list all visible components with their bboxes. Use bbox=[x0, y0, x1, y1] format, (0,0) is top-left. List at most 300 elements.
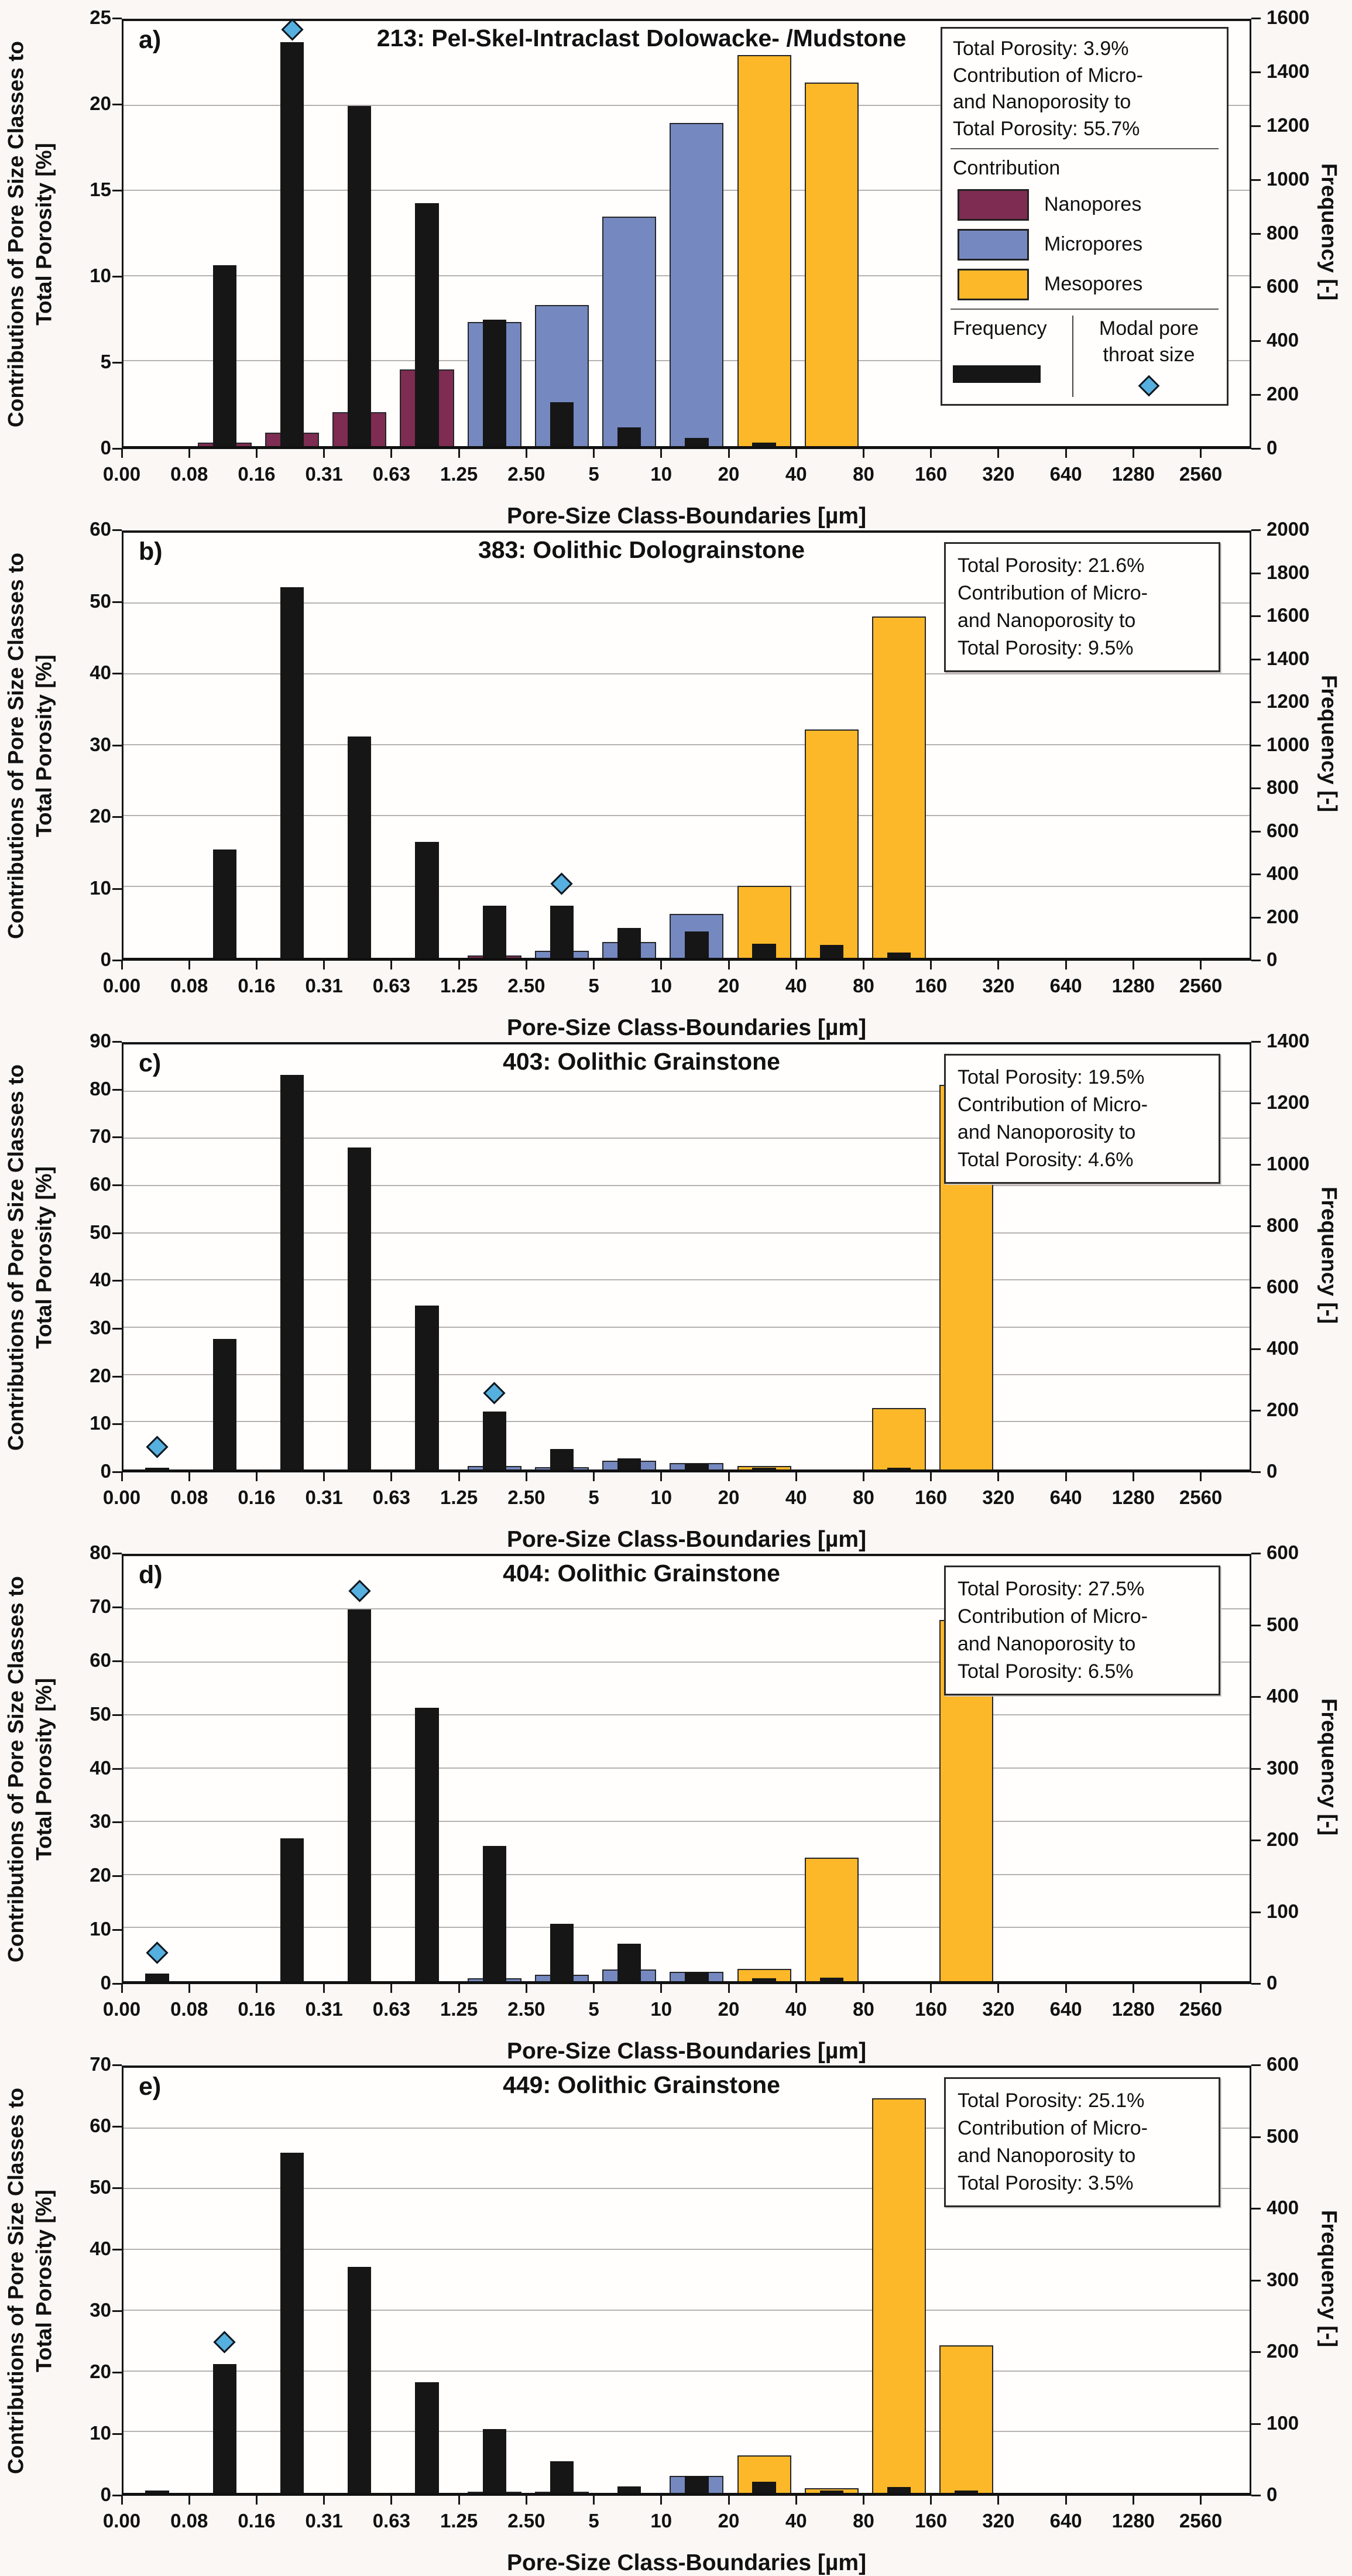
legend-frequency-modal-row bbox=[953, 316, 1216, 397]
y-axis-left-tick-label: 30 bbox=[90, 1810, 111, 1832]
frequency-bar bbox=[415, 1306, 438, 1469]
frequency-bar bbox=[685, 931, 708, 958]
right-axis-title: Frequency [-] bbox=[1317, 163, 1341, 301]
y-axis-left-tick-label: 25 bbox=[90, 6, 111, 28]
panel-letter: c) bbox=[139, 1049, 162, 1077]
y-axis-right-tick-label: 500 bbox=[1267, 2125, 1299, 2147]
x-axis-tick-label: 5 bbox=[588, 2510, 599, 2532]
info-line: Total Porosity: 3.5% bbox=[958, 2171, 1134, 2194]
modal-pore-throat-marker bbox=[483, 1382, 506, 1404]
y-axis-left-tick-label: 0 bbox=[100, 437, 111, 458]
y-axis-left-tick-label: 40 bbox=[90, 2238, 111, 2259]
tick-mark bbox=[660, 1472, 662, 1481]
tick-mark bbox=[997, 449, 999, 458]
tick-mark bbox=[188, 449, 190, 458]
tick-mark bbox=[458, 1472, 460, 1481]
frequency-bar bbox=[752, 944, 775, 958]
tick-mark bbox=[660, 961, 662, 970]
x-axis-tick-label: 0.00 bbox=[102, 2510, 141, 2532]
tick-mark bbox=[112, 18, 122, 19]
tick-mark bbox=[1200, 1472, 1202, 1481]
frequency-bar bbox=[348, 737, 371, 958]
y-axis-left-tick-label: 0 bbox=[100, 1972, 111, 1993]
y-axis-right-tick-label: 300 bbox=[1267, 1756, 1299, 1779]
y-axis-right-tick-label: 400 bbox=[1267, 329, 1299, 351]
tick-mark bbox=[112, 1232, 122, 1234]
y-axis-right-tick-label: 1000 bbox=[1267, 167, 1310, 190]
y-axis-left-tick-label: 40 bbox=[90, 662, 111, 683]
divider bbox=[950, 148, 1219, 149]
y-axis-right-tick-label: 1200 bbox=[1267, 114, 1310, 136]
tick-mark bbox=[1251, 2136, 1261, 2138]
x-axis-tick-label: 2560 bbox=[1179, 1486, 1223, 1508]
tick-mark bbox=[390, 2496, 392, 2505]
x-axis-tick-label: 80 bbox=[853, 975, 874, 996]
x-axis-tick-label: 0.63 bbox=[372, 1486, 410, 1508]
info-line: Total Porosity: 9.5% bbox=[958, 636, 1134, 659]
y-axis-left-tick-label: 30 bbox=[90, 2299, 111, 2321]
tick-mark bbox=[1251, 2280, 1261, 2282]
tick-mark bbox=[112, 601, 122, 603]
info-line: Contribution of Micro- bbox=[958, 581, 1148, 604]
info-line: and Nanoporosity to bbox=[958, 609, 1136, 632]
frequency-bar bbox=[280, 1838, 304, 1981]
tick-mark bbox=[1200, 449, 1202, 458]
tick-mark bbox=[1251, 1625, 1261, 1626]
tick-mark bbox=[112, 276, 122, 278]
tick-mark bbox=[112, 2433, 122, 2435]
contribution-bar bbox=[805, 1858, 859, 1981]
y-axis-left-tick-label: 50 bbox=[90, 1703, 111, 1725]
x-axis-tick-label: 2560 bbox=[1179, 463, 1223, 485]
frequency-bar bbox=[280, 2153, 304, 2493]
info-box bbox=[944, 542, 1220, 672]
x-axis-tick-label: 1.25 bbox=[440, 1998, 478, 2020]
y-axis-left-tick-label: 90 bbox=[90, 1030, 111, 1051]
y-axis-left-tick-label: 30 bbox=[90, 733, 111, 755]
contribution-bar bbox=[602, 217, 656, 446]
tick-mark bbox=[112, 2372, 122, 2373]
frequency-bar bbox=[483, 320, 506, 446]
frequency-bar bbox=[280, 42, 304, 446]
tick-mark bbox=[188, 1472, 190, 1481]
y-axis-right-tick-label: 600 bbox=[1267, 1276, 1299, 1297]
tick-mark bbox=[930, 1472, 932, 1481]
legend-modal-label-line2: throat size bbox=[1103, 344, 1195, 366]
frequency-bar bbox=[213, 2364, 236, 2493]
x-axis-tick-label: 0.16 bbox=[238, 1486, 276, 1508]
x-axis-tick-label: 10 bbox=[650, 2510, 672, 2532]
x-axis-tick-label: 640 bbox=[1049, 1998, 1082, 2020]
frequency-bar bbox=[617, 2486, 641, 2493]
frequency-bar bbox=[415, 203, 438, 446]
tick-mark bbox=[526, 961, 527, 970]
x-axis-tick-label: 2.50 bbox=[507, 2510, 545, 2532]
tick-mark bbox=[863, 1984, 864, 1993]
tick-mark bbox=[1133, 1984, 1134, 1993]
contribution-bar bbox=[670, 123, 723, 446]
tick-mark bbox=[121, 2496, 123, 2505]
y-axis-right-tick-label: 100 bbox=[1267, 2411, 1299, 2434]
y-axis-right-tick-label: 200 bbox=[1267, 1828, 1299, 1850]
tick-mark bbox=[1251, 179, 1261, 181]
x-axis-tick-label: 1.25 bbox=[440, 975, 478, 996]
y-axis-right-tick-label: 300 bbox=[1267, 2268, 1299, 2290]
x-axis-tick-label: 10 bbox=[650, 1998, 672, 2020]
tick-mark bbox=[930, 961, 932, 970]
tick-mark bbox=[593, 2496, 595, 2505]
info-line: Total Porosity: 19.5% bbox=[958, 1066, 1145, 1088]
tick-mark bbox=[112, 1821, 122, 1823]
y-axis-right-tick-label: 800 bbox=[1267, 221, 1299, 244]
tick-mark bbox=[1251, 2351, 1261, 2353]
x-axis-tick-label: 160 bbox=[915, 2510, 948, 2532]
frequency-bar bbox=[483, 1412, 506, 1469]
x-axis-tick-label: 640 bbox=[1049, 463, 1082, 485]
x-axis-tick-label: 20 bbox=[718, 2510, 740, 2532]
x-axis-tick-label: 2.50 bbox=[507, 975, 545, 996]
tick-mark bbox=[390, 1472, 392, 1481]
tick-mark bbox=[1251, 1983, 1261, 1985]
frequency-bar bbox=[820, 1978, 843, 1981]
micropores-swatch-icon bbox=[958, 229, 1029, 261]
y-axis-right-tick-label: 500 bbox=[1267, 1613, 1299, 1635]
tick-mark bbox=[121, 1984, 123, 1993]
x-axis-tick-label: 160 bbox=[915, 463, 948, 485]
tick-mark bbox=[188, 961, 190, 970]
y-axis-left-tick-label: 30 bbox=[90, 1317, 111, 1338]
left-axis-title-line2: Total Porosity [%] bbox=[32, 143, 56, 326]
y-axis-left-tick-label: 70 bbox=[90, 1595, 111, 1617]
left-axis-title-line1: Contributions of Pore Size Classes to bbox=[4, 2088, 28, 2474]
y-axis-right-tick-label: 2000 bbox=[1267, 518, 1310, 540]
tick-mark bbox=[112, 888, 122, 890]
tick-mark bbox=[1251, 1348, 1261, 1350]
tick-mark bbox=[112, 1875, 122, 1877]
frequency-bar bbox=[483, 2429, 506, 2493]
left-axis-title bbox=[2, 1043, 63, 1473]
x-axis-title: Pore-Size Class-Boundaries [µm] bbox=[506, 503, 867, 529]
y-axis-left-tick-label: 5 bbox=[100, 351, 111, 372]
contribution-bar bbox=[872, 1408, 926, 1469]
x-axis-tick-label: 0.16 bbox=[238, 1998, 276, 2020]
plot-area-a bbox=[122, 19, 1251, 449]
frequency-bar bbox=[213, 265, 236, 446]
tick-mark bbox=[1251, 286, 1261, 288]
tick-mark bbox=[112, 190, 122, 191]
y-axis-right-tick-label: 1200 bbox=[1267, 1091, 1310, 1113]
x-axis-tick-label: 0.00 bbox=[102, 1998, 141, 2020]
tick-mark bbox=[256, 449, 258, 458]
frequency-bar bbox=[280, 587, 304, 958]
tick-mark bbox=[1251, 1287, 1261, 1289]
y-axis-right-tick-label: 1400 bbox=[1267, 647, 1310, 669]
tick-mark bbox=[593, 961, 595, 970]
tick-mark bbox=[112, 104, 122, 105]
x-axis-tick-label: 40 bbox=[785, 975, 807, 996]
gridline bbox=[123, 1767, 1250, 1769]
tick-mark bbox=[458, 961, 460, 970]
x-axis-tick-label: 640 bbox=[1049, 975, 1082, 996]
frequency-bar bbox=[550, 1924, 574, 1981]
y-axis-right-tick-label: 800 bbox=[1267, 1214, 1299, 1236]
x-axis-tick-label: 640 bbox=[1049, 1486, 1082, 1508]
y-axis-left-tick-label: 10 bbox=[90, 1412, 111, 1434]
frequency-bar bbox=[415, 842, 438, 958]
panel-c bbox=[0, 1023, 1352, 1552]
frequency-bar bbox=[685, 1464, 708, 1469]
tick-mark bbox=[1251, 1410, 1261, 1412]
tick-mark bbox=[188, 2496, 190, 2505]
frequency-bar bbox=[685, 2476, 708, 2493]
tick-mark bbox=[526, 2496, 527, 2505]
y-axis-right-tick-label: 1800 bbox=[1267, 561, 1310, 583]
frequency-swatch-icon bbox=[953, 365, 1041, 383]
x-axis-tick-label: 0.16 bbox=[238, 975, 276, 996]
frequency-bar bbox=[213, 849, 236, 958]
x-axis-tick-label: 40 bbox=[785, 1486, 807, 1508]
info-line: and Nanoporosity to bbox=[958, 2144, 1136, 2167]
tick-mark bbox=[660, 449, 662, 458]
tick-mark bbox=[728, 961, 730, 970]
x-axis-tick-label: 0.00 bbox=[102, 975, 141, 996]
panel-title: 383: Oolithic Dolograinstone bbox=[478, 536, 805, 563]
frequency-bar bbox=[550, 2461, 574, 2493]
panel-b bbox=[0, 512, 1352, 1040]
panel-letter: b) bbox=[139, 537, 163, 566]
x-axis-title: Pore-Size Class-Boundaries [µm] bbox=[506, 1527, 867, 1552]
tick-mark bbox=[1251, 701, 1261, 703]
panel-title: 403: Oolithic Grainstone bbox=[503, 1048, 780, 1075]
x-axis-tick-label: 0.31 bbox=[305, 1998, 343, 2020]
y-axis-left-tick-label: 70 bbox=[90, 1125, 111, 1147]
x-axis-tick-label: 640 bbox=[1049, 2510, 1082, 2532]
tick-mark bbox=[112, 1423, 122, 1425]
panel-title: 449: Oolithic Grainstone bbox=[503, 2071, 780, 2098]
y-axis-left-tick-label: 80 bbox=[90, 1077, 111, 1099]
info-line: Total Porosity: 4.6% bbox=[958, 1148, 1134, 1171]
tick-mark bbox=[112, 1714, 122, 1716]
y-axis-left-tick-label: 10 bbox=[90, 1918, 111, 1940]
tick-mark bbox=[1133, 449, 1134, 458]
info-box bbox=[944, 1054, 1220, 1184]
left-axis-title-line2: Total Porosity [%] bbox=[32, 2190, 56, 2372]
x-axis-tick-label: 0.08 bbox=[170, 1998, 208, 2020]
info-line: Contribution of Micro- bbox=[953, 64, 1144, 87]
x-axis-tick-label: 0.31 bbox=[305, 463, 343, 485]
x-axis-tick-label: 320 bbox=[982, 975, 1015, 996]
y-axis-left-tick-label: 60 bbox=[90, 518, 111, 540]
tick-mark bbox=[188, 1984, 190, 1993]
info-line: Total Porosity: 55.7% bbox=[953, 117, 1140, 140]
tick-mark bbox=[1251, 233, 1261, 235]
x-axis-tick-label: 40 bbox=[785, 2510, 807, 2532]
frequency-bar bbox=[348, 1609, 371, 1981]
frequency-bar bbox=[685, 438, 708, 446]
tick-mark bbox=[728, 449, 730, 458]
y-axis-left-tick-label: 0 bbox=[100, 948, 111, 970]
tick-mark bbox=[121, 961, 123, 970]
legend-item-label: Micropores bbox=[1044, 232, 1143, 255]
legend-item-micropores bbox=[958, 229, 1216, 261]
legend-frequency-label: Frequency bbox=[953, 317, 1047, 340]
frequency-bar bbox=[617, 1944, 641, 1981]
tick-mark bbox=[1251, 18, 1261, 19]
tick-mark bbox=[256, 1984, 258, 1993]
legend-item-label: Nanopores bbox=[1044, 193, 1142, 215]
left-axis-title bbox=[2, 19, 63, 450]
left-axis-title-line1: Contributions of Pore Size Classes to bbox=[4, 1064, 28, 1451]
y-axis-right-tick-label: 200 bbox=[1267, 383, 1299, 405]
left-axis-title-line2: Total Porosity [%] bbox=[32, 1166, 56, 1349]
tick-mark bbox=[1251, 917, 1261, 919]
frequency-bar bbox=[550, 402, 574, 446]
y-axis-right-tick-label: 1400 bbox=[1267, 60, 1310, 82]
x-axis-tick-label: 2560 bbox=[1179, 975, 1223, 996]
tick-mark bbox=[390, 1984, 392, 1993]
tick-mark bbox=[112, 1376, 122, 1378]
x-axis-tick-label: 20 bbox=[718, 463, 740, 485]
info-line: Total Porosity: 6.5% bbox=[958, 1660, 1134, 1683]
y-axis-right-tick-label: 600 bbox=[1267, 1542, 1299, 1563]
tick-mark bbox=[1065, 2496, 1067, 2505]
frequency-bar bbox=[752, 2482, 775, 2493]
x-axis-tick-label: 0.63 bbox=[372, 2510, 410, 2532]
tick-mark bbox=[112, 2064, 122, 2066]
tick-mark bbox=[728, 1984, 730, 1993]
tick-mark bbox=[863, 961, 864, 970]
x-axis-tick-label: 1.25 bbox=[440, 1486, 478, 1508]
left-axis-title-line1: Contributions of Pore Size Classes to bbox=[4, 41, 28, 427]
tick-mark bbox=[1251, 745, 1261, 746]
frequency-bar bbox=[752, 1468, 775, 1469]
x-axis-tick-label: 0.08 bbox=[170, 1486, 208, 1508]
frequency-bar bbox=[820, 2491, 843, 2493]
tick-mark bbox=[1200, 1984, 1202, 1993]
tick-mark bbox=[112, 1553, 122, 1554]
frequency-bar bbox=[415, 1708, 438, 1981]
y-axis-left-tick-label: 10 bbox=[90, 2422, 111, 2444]
tick-mark bbox=[1251, 831, 1261, 833]
tick-mark bbox=[526, 1984, 527, 1993]
tick-mark bbox=[458, 449, 460, 458]
tick-mark bbox=[1251, 960, 1261, 961]
x-axis-tick-label: 80 bbox=[853, 2510, 874, 2532]
frequency-bar bbox=[617, 928, 641, 958]
plot-area-d bbox=[122, 1554, 1251, 1984]
modal-pore-throat-marker bbox=[146, 1436, 169, 1458]
frequency-bar bbox=[280, 1075, 304, 1469]
tick-mark bbox=[660, 1984, 662, 1993]
tick-mark bbox=[1251, 1768, 1261, 1770]
divider bbox=[950, 309, 1219, 310]
left-axis-title-line2: Total Porosity [%] bbox=[32, 655, 56, 837]
info-line: and Nanoporosity to bbox=[958, 1121, 1136, 1143]
legend-modal-label-line1: Modal pore bbox=[1099, 317, 1199, 340]
x-axis-tick-label: 0.08 bbox=[170, 2510, 208, 2532]
tick-mark bbox=[112, 1089, 122, 1091]
nanopores-swatch-icon bbox=[958, 189, 1029, 221]
x-axis-tick-label: 20 bbox=[718, 1998, 740, 2020]
tick-mark bbox=[1251, 71, 1261, 73]
y-axis-left-tick-label: 80 bbox=[90, 1542, 111, 1563]
y-axis-left-tick-label: 10 bbox=[90, 876, 111, 899]
tick-mark bbox=[795, 1472, 797, 1481]
x-axis-tick-label: 80 bbox=[853, 463, 874, 485]
frequency-bar bbox=[348, 2267, 371, 2493]
frequency-bar bbox=[348, 1147, 371, 1469]
x-axis-tick-label: 1.25 bbox=[440, 463, 478, 485]
y-axis-left-tick-label: 50 bbox=[90, 2176, 111, 2198]
x-axis-title: Pore-Size Class-Boundaries [µm] bbox=[506, 2039, 867, 2064]
tick-mark bbox=[112, 2126, 122, 2128]
y-axis-right-tick-label: 100 bbox=[1267, 1900, 1299, 1922]
tick-mark bbox=[1251, 2064, 1261, 2066]
tick-mark bbox=[1133, 961, 1134, 970]
contribution-bar bbox=[737, 55, 791, 446]
x-axis-title: Pore-Size Class-Boundaries [µm] bbox=[506, 2550, 867, 2575]
frequency-bar bbox=[887, 1468, 911, 1469]
tick-mark bbox=[323, 2496, 325, 2505]
tick-mark bbox=[863, 449, 864, 458]
info-line: Total Porosity: 25.1% bbox=[958, 2089, 1145, 2112]
x-axis-tick-label: 160 bbox=[915, 1486, 948, 1508]
x-axis-tick-label: 2.50 bbox=[507, 1486, 545, 1508]
y-axis-right-tick-label: 200 bbox=[1267, 1399, 1299, 1420]
tick-mark bbox=[930, 1984, 932, 1993]
legend-item-nanopores bbox=[958, 189, 1216, 221]
tick-mark bbox=[112, 2187, 122, 2189]
frequency-bar bbox=[145, 1468, 169, 1469]
tick-mark bbox=[323, 1472, 325, 1481]
tick-mark bbox=[112, 2249, 122, 2250]
tick-mark bbox=[795, 961, 797, 970]
x-axis-tick-label: 0.63 bbox=[372, 1998, 410, 2020]
y-axis-right-tick-label: 600 bbox=[1267, 275, 1299, 297]
x-axis-tick-label: 20 bbox=[718, 975, 740, 996]
frequency-bar bbox=[483, 906, 506, 958]
info-line: Total Porosity: 21.6% bbox=[958, 554, 1145, 577]
tick-mark bbox=[1133, 2496, 1134, 2505]
x-axis-tick-label: 5 bbox=[588, 975, 599, 996]
tick-mark bbox=[256, 961, 258, 970]
tick-mark bbox=[1251, 1839, 1261, 1841]
tick-mark bbox=[1251, 1553, 1261, 1554]
frequency-bar bbox=[550, 1449, 574, 1469]
y-axis-right-tick-label: 400 bbox=[1267, 1685, 1299, 1707]
info-box bbox=[944, 2077, 1220, 2207]
legend-frequency-column bbox=[953, 316, 1073, 397]
y-axis-left-tick-label: 10 bbox=[90, 265, 111, 286]
mesopores-swatch-icon bbox=[958, 269, 1029, 300]
tick-mark bbox=[112, 1328, 122, 1330]
tick-mark bbox=[1065, 449, 1067, 458]
tick-mark bbox=[1251, 1041, 1261, 1043]
contribution-bar bbox=[872, 2098, 926, 2493]
right-axis-title: Frequency [-] bbox=[1317, 1186, 1341, 1324]
y-axis-right-tick-label: 1000 bbox=[1267, 733, 1310, 755]
y-axis-left-tick-label: 20 bbox=[90, 2361, 111, 2382]
tick-mark bbox=[390, 961, 392, 970]
frequency-bar bbox=[955, 2491, 978, 2493]
frequency-bar bbox=[145, 1974, 169, 1981]
x-axis-tick-label: 0.63 bbox=[372, 975, 410, 996]
x-axis-tick-label: 1280 bbox=[1111, 463, 1155, 485]
tick-mark bbox=[1251, 1225, 1261, 1227]
y-axis-right-tick-label: 0 bbox=[1267, 948, 1278, 970]
y-axis-left-tick-label: 50 bbox=[90, 590, 111, 612]
tick-mark bbox=[1251, 448, 1261, 450]
